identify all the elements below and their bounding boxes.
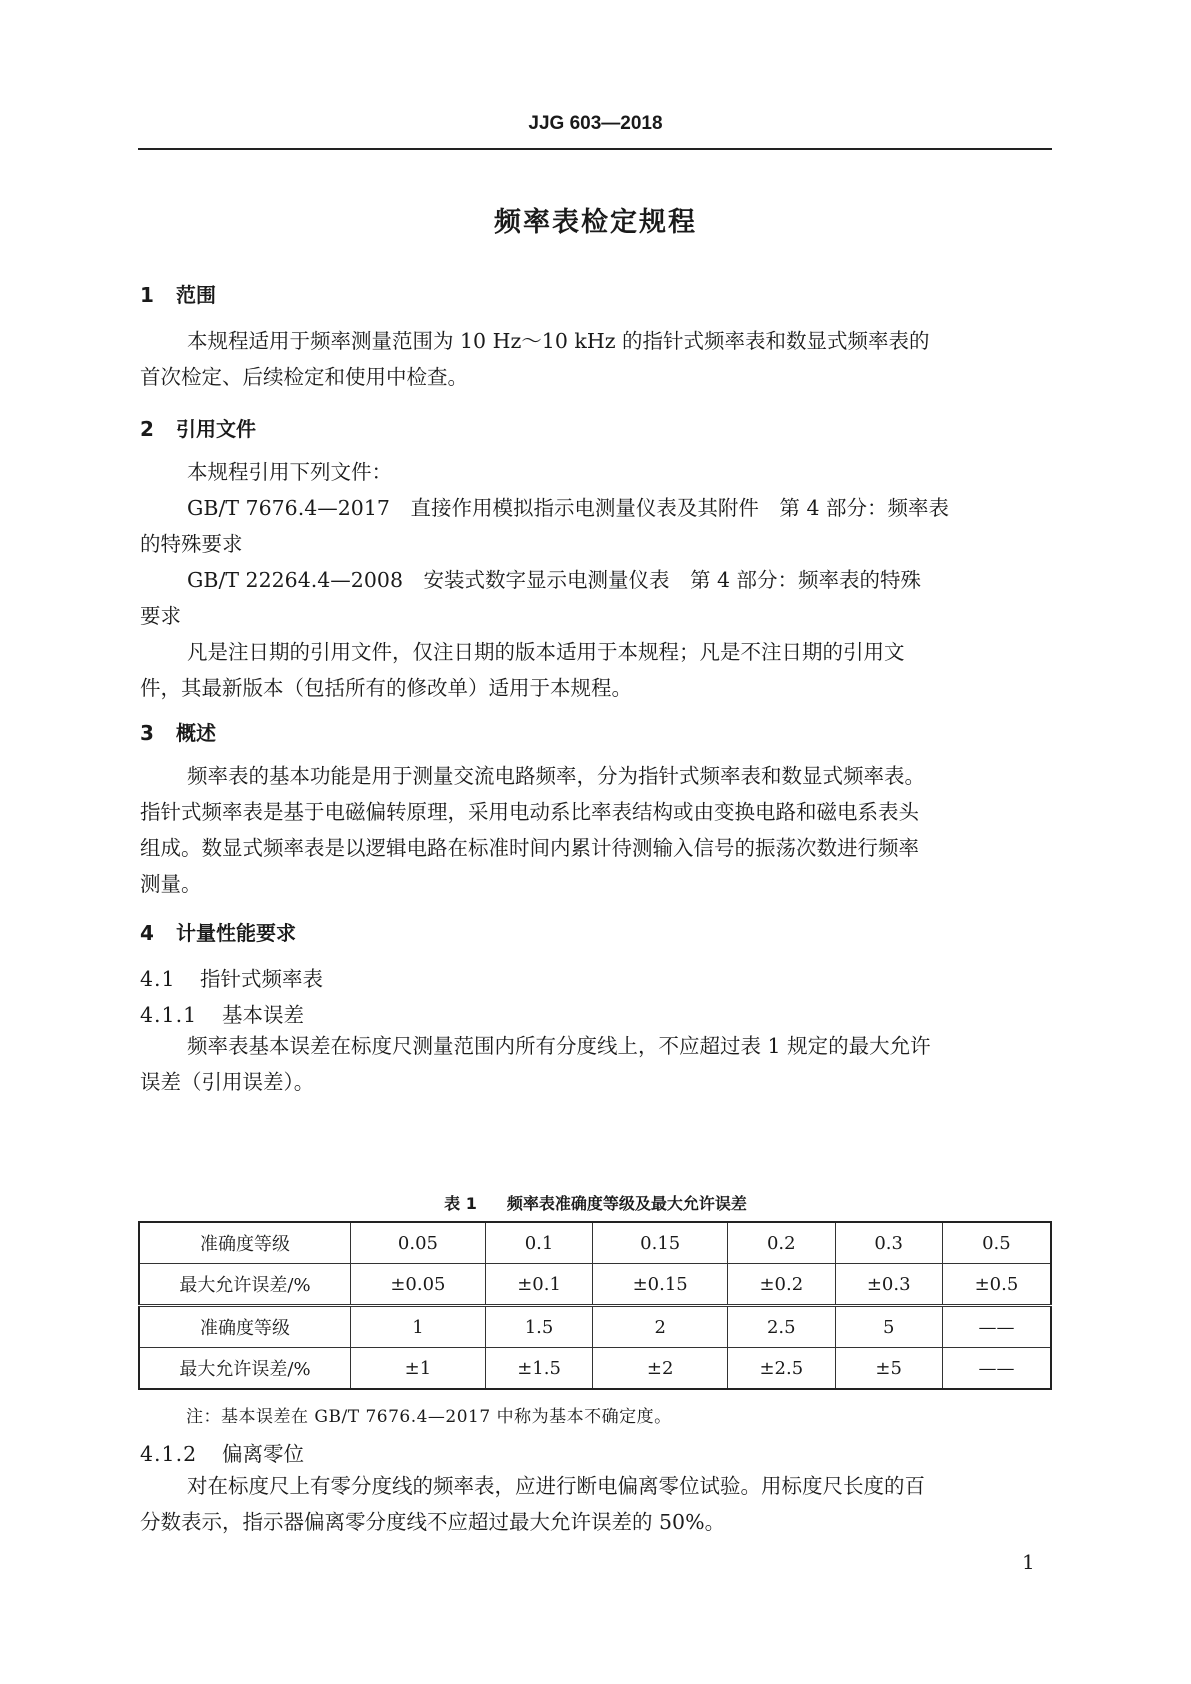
document-title: 频率表检定规程 <box>494 207 697 238</box>
table-cell: 5 <box>835 1306 942 1348</box>
paragraph-line: 误差（引用误差）。 <box>140 1070 315 1094</box>
section-2-paragraph <box>140 454 1050 490</box>
section-number: 4 <box>140 921 154 945</box>
subsection-4-1-2-heading <box>140 1437 304 1467</box>
table-1-caption <box>0 1191 1191 1214</box>
subsection-title: 指针式频率表 <box>200 967 323 991</box>
section-title: 概述 <box>176 721 216 745</box>
table-cell: ±5 <box>835 1348 942 1390</box>
subsection-title: 偏离零位 <box>222 1442 304 1466</box>
subsection-4-1-1-paragraph <box>140 1028 1050 1100</box>
table-cell: —— <box>942 1348 1051 1390</box>
table-row <box>139 1348 1051 1390</box>
paragraph-line: 分数表示，指示器偏离零分度线不应超过最大允许误差的 50%。 <box>140 1510 726 1534</box>
table-cell: 0.2 <box>728 1222 835 1264</box>
section-1-heading <box>140 279 216 308</box>
table-cell: ±1.5 <box>485 1348 592 1390</box>
header-rule <box>138 148 1052 150</box>
section-number: 3 <box>140 721 154 745</box>
standard-code: JJG 603—2018 <box>528 113 663 134</box>
section-3-paragraph <box>140 758 1050 902</box>
table-cell: 最大允许误差/% <box>139 1264 351 1306</box>
section-2-heading <box>140 413 256 442</box>
paragraph-line: GB/T 7676.4—2017 直接作用模拟指示电测量仪表及其附件 第 4 部分：频率表 <box>187 496 950 520</box>
table-cell: 准确度等级 <box>139 1222 351 1264</box>
table-cell: —— <box>942 1306 1051 1348</box>
table-cell: 0.1 <box>485 1222 592 1264</box>
subsection-4-1-2-paragraph <box>140 1468 1050 1540</box>
section-1-paragraph <box>140 323 1050 395</box>
table-cell: ±0.15 <box>593 1264 728 1306</box>
section-number: 2 <box>140 417 154 441</box>
table-cell: ±0.05 <box>351 1264 486 1306</box>
table-cell: 2.5 <box>728 1306 835 1348</box>
paragraph-line: 凡是注日期的引用文件，仅注日期的版本适用于本规程；凡是不注日期的引用文 <box>187 640 905 664</box>
paragraph-line: 要求 <box>140 604 181 628</box>
section-4-heading <box>140 917 296 946</box>
paragraph-line: 对在标度尺上有零分度线的频率表，应进行断电偏离零位试验。用标度尺长度的百 <box>187 1474 925 1498</box>
subsection-title: 基本误差 <box>222 1003 304 1027</box>
subsection-4-1-heading <box>140 962 323 992</box>
subsection-number: 4.1.1 <box>140 1003 198 1027</box>
table-cell: 0.15 <box>593 1222 728 1264</box>
reference-gbt-22264 <box>140 562 1050 634</box>
paragraph-line: GB/T 22264.4—2008 安装式数字显示电测量仪表 第 4 部分：频率表的特殊 <box>187 568 922 592</box>
table-cell: 最大允许误差/% <box>139 1348 351 1390</box>
subsection-number: 4.1.2 <box>140 1442 198 1466</box>
accuracy-table <box>138 1221 1052 1390</box>
paragraph-line: 件，其最新版本（包括所有的修改单）适用于本规程。 <box>140 676 632 700</box>
table-cell: 1 <box>351 1306 486 1348</box>
paragraph-line: 本规程引用下列文件： <box>187 460 392 484</box>
subsection-number: 4.1 <box>140 967 176 991</box>
paragraph-line: 本规程适用于频率测量范围为 10 Hz～10 kHz 的指针式频率表和数显式频率表的 <box>187 329 930 353</box>
table-cell: 0.05 <box>351 1222 486 1264</box>
paragraph-line: 频率表基本误差在标度尺测量范围内所有分度线上，不应超过表 1 规定的最大允许 <box>187 1034 931 1058</box>
table-row <box>139 1306 1051 1348</box>
paragraph-line: 组成。数显式频率表是以逻辑电路在标准时间内累计待测输入信号的振荡次数进行频率 <box>140 836 919 860</box>
table-cell: 0.3 <box>835 1222 942 1264</box>
table-cell: ±2 <box>593 1348 728 1390</box>
table-cell: 1.5 <box>485 1306 592 1348</box>
table-cell: ±0.3 <box>835 1264 942 1306</box>
paragraph-line: 指针式频率表是基于电磁偏转原理，采用电动系比率表结构或由变换电路和磁电系表头 <box>140 800 919 824</box>
table-title: 频率表准确度等级及最大允许误差 <box>506 1194 747 1213</box>
paragraph-line: 的特殊要求 <box>140 532 243 556</box>
table-note: 注：基本误差在 GB/T 7676.4—2017 中称为基本不确定度。 <box>186 1407 672 1427</box>
table-cell: 2 <box>593 1306 728 1348</box>
table-number: 表 1 <box>444 1194 477 1213</box>
table-cell: ±1 <box>351 1348 486 1390</box>
table-cell: 0.5 <box>942 1222 1051 1264</box>
section-2-note-paragraph <box>140 634 1050 706</box>
table-cell: ±2.5 <box>728 1348 835 1390</box>
section-title: 范围 <box>176 283 216 307</box>
table-cell: ±0.2 <box>728 1264 835 1306</box>
table-row <box>139 1222 1051 1264</box>
section-3-heading <box>140 717 216 746</box>
section-title: 计量性能要求 <box>176 921 296 945</box>
paragraph-line: 频率表的基本功能是用于测量交流电路频率，分为指针式频率表和数显式频率表。 <box>187 764 925 788</box>
table-cell: ±0.1 <box>485 1264 592 1306</box>
table-cell: 准确度等级 <box>139 1306 351 1348</box>
subsection-4-1-1-heading <box>140 998 304 1028</box>
table-cell: ±0.5 <box>942 1264 1051 1306</box>
page-number: 1 <box>1022 1550 1035 1574</box>
section-number: 1 <box>140 283 154 307</box>
paragraph-line: 首次检定、后续检定和使用中检查。 <box>140 365 468 389</box>
table-row <box>139 1264 1051 1306</box>
reference-gbt-7676 <box>140 490 1050 562</box>
section-title: 引用文件 <box>176 417 256 441</box>
paragraph-line: 测量。 <box>140 872 202 896</box>
